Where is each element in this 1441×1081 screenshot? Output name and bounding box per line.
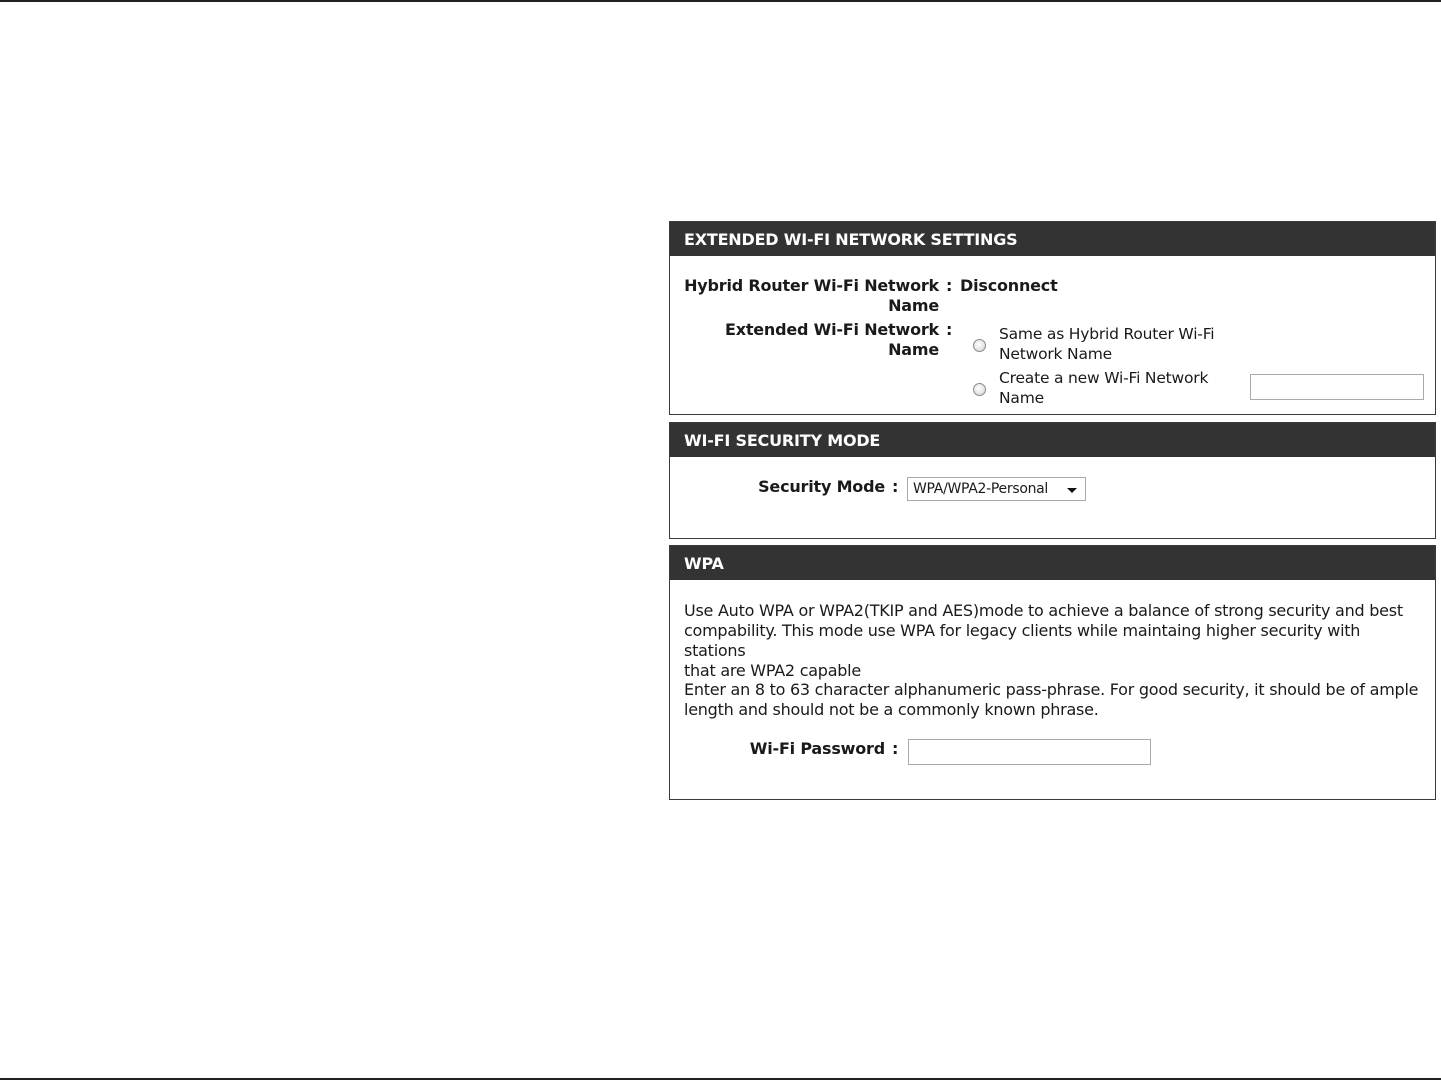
bottom-divider <box>0 1078 1441 1080</box>
passphrase-description: Enter an 8 to 63 character alphanumeric pass-phrase. For good security, it should be of ample length and should not be a commonly known phrase. <box>684 680 1419 719</box>
extended-colon: : <box>946 320 953 339</box>
wpa-description: Use Auto WPA or WPA2(TKIP and AES)mode to achieve a balance of strong security and best compability. This mode use WPA for legacy clients while maintaing higher security with stations that are WPA2 capable <box>684 601 1403 680</box>
extended-wifi-settings-panel <box>669 221 1436 415</box>
hybrid-network-name-value: Disconnect <box>960 276 1058 295</box>
create-new-network-radio[interactable] <box>973 383 986 396</box>
new-network-name-input[interactable] <box>1250 374 1424 400</box>
hybrid-network-name-label <box>684 276 939 316</box>
panel-header-wpa: WPA <box>670 546 1435 580</box>
security-mode-label: Security Mode <box>758 477 885 496</box>
create-new-network-label: Create a new Wi-Fi Network Name <box>999 369 1209 407</box>
hybrid-colon: : <box>946 276 953 295</box>
extended-network-name-label: Extended Wi-Fi Network Name <box>724 320 939 359</box>
security-mode-panel <box>669 422 1436 539</box>
wpa-panel <box>669 545 1436 800</box>
chevron-down-icon <box>1067 488 1077 493</box>
security-mode-selected-value: WPA/WPA2-Personal <box>913 481 1049 497</box>
same-as-hybrid-radio[interactable] <box>973 339 986 352</box>
wifi-password-input[interactable] <box>908 739 1151 765</box>
security-mode-select[interactable] <box>907 477 1086 501</box>
wifi-password-label: Wi-Fi Password <box>749 739 885 758</box>
security-mode-colon: : <box>892 477 899 496</box>
panel-header-extended: EXTENDED WI-FI NETWORK SETTINGS <box>670 222 1435 256</box>
wifi-password-colon: : <box>892 739 899 758</box>
top-divider <box>0 0 1441 2</box>
hybrid-label-line1: Hybrid Router Wi-Fi Network <box>684 276 939 295</box>
same-as-hybrid-label: Same as Hybrid Router Wi-Fi Network Name <box>999 325 1215 363</box>
hybrid-label-line2: Name <box>888 296 939 315</box>
panel-header-security: WI-FI SECURITY MODE <box>670 423 1435 457</box>
